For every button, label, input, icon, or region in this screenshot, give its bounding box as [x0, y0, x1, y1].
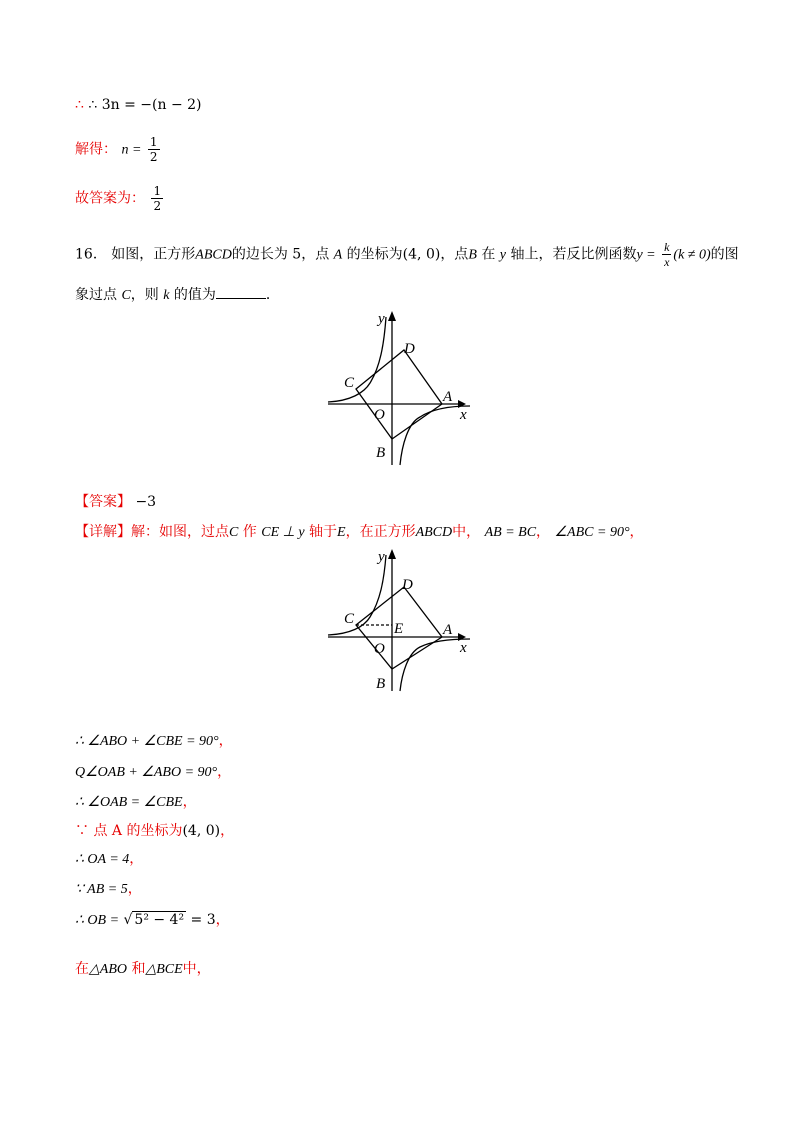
step-2 [75, 762, 231, 783]
q16-point-b: B [468, 247, 477, 263]
step-8-text-a: 在 [75, 961, 89, 977]
square-abcd [356, 350, 442, 439]
step-7-comma: ， [215, 912, 230, 928]
answer-value: −3 [135, 494, 157, 510]
equation-3n: ∴ 3n = −(n − 2) [88, 97, 202, 113]
q16-text-4: ，点 [440, 246, 469, 263]
detail-line [75, 522, 644, 543]
q16-text-5: 在 [481, 246, 496, 263]
label-y: y [378, 549, 385, 565]
label-o: O [374, 641, 385, 657]
q16-fn-fraction: $\frac{k}{x}$ [664, 240, 670, 269]
step-6-comma: ， [127, 881, 142, 897]
label-b: B [376, 676, 386, 692]
step-1 [75, 731, 233, 752]
q16-text-2: 的边长为 5，点 [231, 246, 330, 263]
detail-c: C [229, 525, 239, 540]
answer-line [75, 492, 156, 512]
detail-text-4: ，在正方形 [345, 524, 416, 540]
step-8-text-c: 和 [131, 961, 146, 977]
label-y: y [378, 311, 385, 327]
q16-fn-lhs: y = [636, 247, 656, 263]
q16-text-3: 的坐标为 [346, 246, 403, 263]
label-b: B [376, 445, 386, 461]
label-e: E [394, 621, 404, 637]
solve-label: 解得： [75, 141, 117, 158]
answer-prev-fraction: $\frac{1}{2}$ [153, 184, 162, 213]
q16-line2-d: ． [265, 287, 280, 303]
answer-prev-line [75, 184, 165, 213]
step-2-eq: Q∠OAB + ∠ABO = 90° [75, 765, 218, 780]
label-a: A [443, 389, 453, 405]
q16-text-6: 轴上，若反比例函数 [510, 246, 637, 263]
step-5 [75, 849, 143, 870]
q16-y: y [499, 247, 506, 263]
label-c: C [344, 611, 355, 627]
detail-ce: CE ⊥ y [261, 525, 305, 540]
label-a: A [443, 622, 453, 638]
figure-2-square-hyperbola-with-e [320, 545, 480, 695]
q16-point-c: C [121, 288, 131, 303]
q16-line2-a: 象过点 [75, 287, 117, 303]
q16-line2-b: ，则 [130, 287, 159, 303]
detail-text-7: ， [629, 524, 644, 540]
answer-label: 【答案】 [75, 494, 131, 510]
figure-1-square-hyperbola [320, 305, 480, 470]
q16-coord: (4, 0) [402, 246, 441, 263]
step-4 [75, 821, 234, 841]
step-5-eq: ∴ OA = 4 [75, 852, 130, 867]
label-c: C [344, 375, 355, 391]
question-16-line1 [75, 240, 739, 269]
step-8-text-e: 中， [182, 961, 211, 977]
answer-blank [216, 284, 266, 299]
q16-point-a: A [333, 247, 343, 263]
detail-text-3: 轴于 [309, 524, 338, 540]
step-1-eq: ∴ ∠ABO + ∠CBE = 90° [75, 734, 219, 749]
detail-text-2: 作 [242, 524, 257, 540]
q16-fn-cond: (k ≠ 0) [673, 247, 711, 263]
solve-fraction: $\frac{1}{2}$ [149, 135, 158, 164]
q16-text-7: 的图 [710, 246, 739, 263]
label-d: D [404, 341, 415, 357]
label-o: O [374, 407, 385, 423]
step-7 [75, 910, 230, 931]
detail-abcd: ABCD [415, 525, 453, 540]
step-4-text: ∵ 点 A 的坐标为 [75, 823, 183, 839]
detail-text-6: ， [536, 524, 551, 540]
step-7-radicand: 5² − 4² [134, 912, 185, 928]
detail-eq2: ∠ABC = 90° [554, 525, 630, 540]
step-7-result: = 3 [190, 912, 216, 928]
step-3 [75, 792, 197, 813]
detail-text-5: 中， [452, 524, 481, 540]
hyperbola-upper-left [328, 317, 386, 402]
step-4-comma: ， [220, 823, 235, 839]
therefore-symbol: ∴ [75, 97, 84, 113]
detail-e: E [337, 525, 346, 540]
step-3-eq: ∴ ∠OAB = ∠CBE [75, 795, 183, 810]
step-8-tri-abo: △ABO [89, 962, 127, 977]
step-4-coord: (4, 0) [182, 823, 221, 839]
detail-label: 【详解】 [75, 524, 131, 540]
question-16-line2 [75, 284, 280, 306]
step-8 [75, 959, 211, 980]
label-d: D [402, 577, 413, 593]
q16-k: k [163, 288, 170, 303]
step-6 [75, 879, 142, 900]
therefore-line [75, 95, 202, 115]
y-axis-arrow [388, 549, 396, 559]
label-x: x [460, 407, 467, 423]
hyperbola-upper-left [328, 555, 386, 635]
step-2-comma: ， [217, 764, 232, 780]
sqrt-symbol: √ [123, 912, 133, 928]
step-3-comma: ， [182, 794, 197, 810]
step-5-comma: ， [129, 851, 144, 867]
solve-line [75, 135, 162, 164]
step-6-eq: ∵ AB = 5 [75, 882, 128, 897]
answer-prev-label: 故答案为： [75, 190, 145, 207]
solve-lhs: n = [121, 142, 142, 158]
label-x: x [460, 640, 467, 656]
q16-line2-c: 的值为 [173, 287, 216, 303]
question-number: 16． [75, 246, 107, 263]
detail-eq1: AB = BC [484, 525, 537, 540]
q16-abcd: ABCD [195, 247, 232, 263]
step-8-tri-bce: △BCE [145, 962, 183, 977]
detail-text-1: 解：如图，过点 [131, 524, 229, 540]
step-1-comma: ， [218, 733, 233, 749]
y-axis-arrow [388, 311, 396, 321]
q16-text-1: 如图，正方形 [111, 246, 196, 263]
step-7-lhs: ∴ OB = [75, 913, 120, 928]
